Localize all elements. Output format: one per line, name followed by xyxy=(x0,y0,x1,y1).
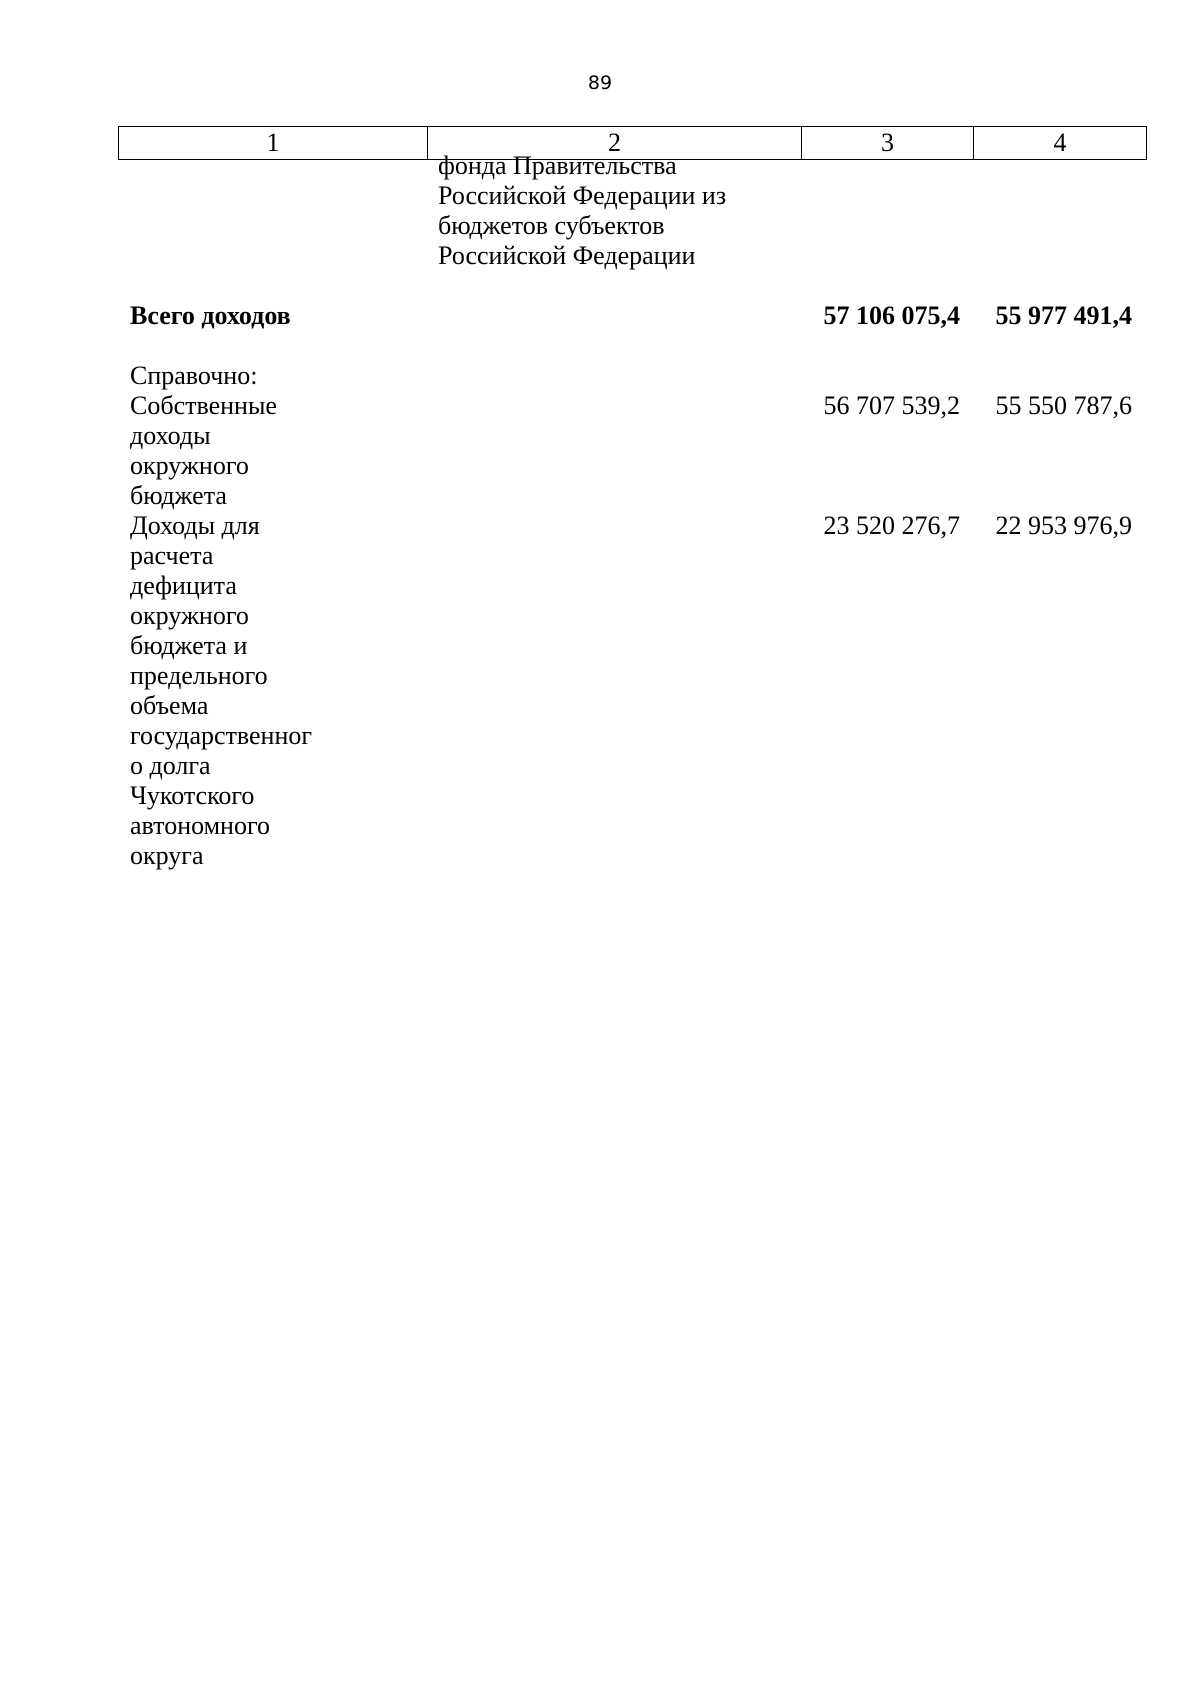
deficit-income-label-line: дефицита xyxy=(130,571,237,600)
own-income-value-col3: 56 707 539,2 xyxy=(823,391,960,420)
deficit-income-label-line: округа xyxy=(130,841,204,870)
own-income-label-line: бюджета xyxy=(130,481,227,510)
deficit-income-label-line: Чукотского xyxy=(130,781,255,810)
own-income-label-line: Собственные xyxy=(130,391,277,420)
deficit-income-label-line: государственног xyxy=(130,721,313,750)
deficit-income-label-line: бюджета и xyxy=(130,631,248,660)
deficit-income-label-line: Доходы для xyxy=(130,511,260,540)
total-label: Всего доходов xyxy=(130,301,291,330)
total-value-col3: 57 106 075,4 xyxy=(823,301,960,330)
column-header-4: 4 xyxy=(974,127,1147,160)
own-income-label-line: доходы xyxy=(130,421,211,450)
deficit-income-label-line: автономного xyxy=(130,811,270,840)
deficit-income-label-line: расчета xyxy=(130,541,214,570)
own-income-label-line: окружного xyxy=(130,451,249,480)
column-header-2: 2 xyxy=(428,127,802,160)
deficit-income-value-col4: 22 953 976,9 xyxy=(995,511,1132,540)
deficit-income-label-line: предельного xyxy=(130,661,268,690)
deficit-income-label-line: окружного xyxy=(130,601,249,630)
deficit-income-value-col3: 23 520 276,7 xyxy=(823,511,960,540)
reference-label: Справочно: xyxy=(130,361,258,390)
column-header-3: 3 xyxy=(802,127,974,160)
page-number: 89 xyxy=(587,72,613,94)
continued-text-line: бюджетов субъектов xyxy=(438,211,665,240)
deficit-income-label-line: о долга xyxy=(130,751,211,780)
column-header-1: 1 xyxy=(119,127,428,160)
continued-text-line: Российской Федерации из xyxy=(438,181,727,210)
continued-text-line: Российской Федерации xyxy=(438,241,696,270)
deficit-income-label-line: объема xyxy=(130,691,209,720)
total-value-col4: 55 977 491,4 xyxy=(995,301,1132,330)
own-income-value-col4: 55 550 787,6 xyxy=(995,391,1132,420)
continued-text-line: фонда Правительства xyxy=(438,151,677,180)
